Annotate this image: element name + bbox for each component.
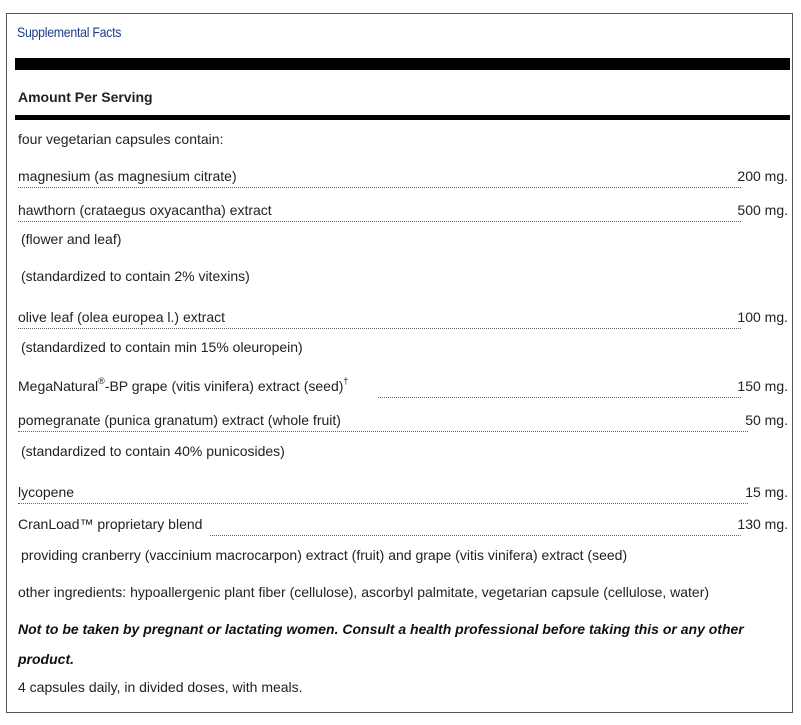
hawthorn-standardization-note: (standardized to contain 2% vitexins) xyxy=(21,268,250,284)
ingredient-amount: 200 mg. xyxy=(737,168,788,184)
amount-per-serving-heading: Amount Per Serving xyxy=(18,89,153,105)
other-ingredients: other ingredients: hypoallergenic plant fiber (cellulose), ascorbyl palmitate, vegetarian capsule (cellulose, water) xyxy=(18,584,710,600)
ingredient-name: MegaNatural®-BP grape (vitis vinifera) extract (seed)† xyxy=(18,376,349,394)
ingredient-amount: 130 mg. xyxy=(737,516,788,532)
ingredient-amount: 50 mg. xyxy=(745,412,788,428)
ingredient-name: hawthorn (crataegus oxyacantha) extract xyxy=(18,202,272,218)
ingredient-row-magnesium xyxy=(18,168,788,188)
dotted-leader xyxy=(18,221,741,222)
thin-divider xyxy=(15,115,790,120)
ingredient-row-meganatural xyxy=(18,378,788,398)
serving-intro: four vegetarian capsules contain: xyxy=(18,131,224,147)
ingredient-name: magnesium (as magnesium citrate) xyxy=(18,168,237,184)
pregnancy-warning: Not to be taken by pregnant or lactating women. Consult a health professional before taking this or any other product. xyxy=(18,621,744,667)
ingredient-amount: 15 mg. xyxy=(745,484,788,500)
ingredient-name: olive leaf (olea europea l.) extract xyxy=(18,309,225,325)
ingredient-amount: 100 mg. xyxy=(737,309,788,325)
ingredient-row-lycopene xyxy=(18,484,788,504)
ingredient-name: CranLoad™ proprietary blend xyxy=(18,516,203,532)
ingredient-row-olive-leaf xyxy=(18,309,788,329)
panel-title: Supplemental Facts xyxy=(17,24,122,40)
ingredient-amount: 500 mg. xyxy=(737,202,788,218)
hawthorn-part-note: (flower and leaf) xyxy=(21,231,122,247)
ingredient-name: lycopene xyxy=(18,484,75,500)
dotted-leader xyxy=(18,328,741,329)
ingredient-name: pomegranate (punica granatum) extract (whole fruit) xyxy=(18,412,341,428)
pomegranate-standardization-note: (standardized to contain 40% punicosides) xyxy=(21,443,285,459)
dotted-leader xyxy=(18,187,741,188)
dotted-leader xyxy=(18,431,748,432)
directions: 4 capsules daily, in divided doses, with meals. xyxy=(18,679,303,695)
ingredient-amount: 150 mg. xyxy=(737,378,788,394)
ingredient-row-cranload xyxy=(18,516,788,536)
dotted-leader xyxy=(18,503,748,504)
supplement-facts-panel xyxy=(6,13,793,713)
dotted-leader xyxy=(210,535,741,536)
olive-standardization-note: (standardized to contain min 15% oleuropein) xyxy=(21,339,303,355)
dotted-leader xyxy=(378,397,741,398)
thick-divider xyxy=(15,58,790,70)
cranload-detail-note: providing cranberry (vaccinium macrocarpon) extract (fruit) and grape (vitis vinifera) extract (seed) xyxy=(21,547,628,563)
ingredient-row-pomegranate xyxy=(18,412,788,432)
ingredient-row-hawthorn xyxy=(18,202,788,222)
